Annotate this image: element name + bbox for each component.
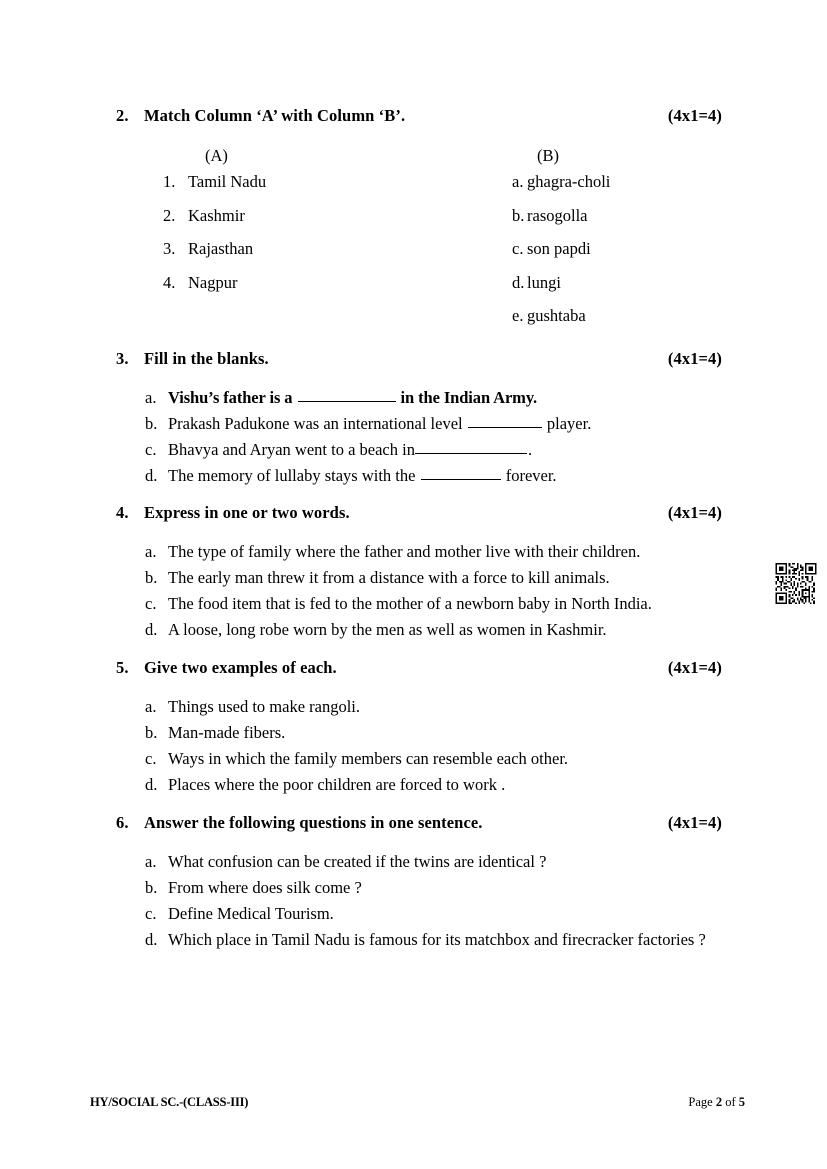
match-column-headers — [0, 146, 827, 170]
question-5-heading — [0, 658, 827, 678]
footer-page-total: 5 — [738, 1095, 745, 1109]
item-text — [168, 463, 735, 489]
match-row — [0, 204, 827, 238]
column-a-item-label: 4. — [163, 272, 176, 292]
blank-text-after: forever. — [501, 466, 557, 485]
question-3-heading — [0, 349, 827, 369]
question-block-5 — [0, 658, 827, 678]
column-a-item-label: 2. — [163, 205, 176, 225]
item-text: Define Medical Tourism. — [168, 904, 334, 923]
question-block-2 — [0, 106, 827, 126]
item-label: b. — [145, 878, 158, 897]
item-label: a. — [145, 542, 157, 561]
blank-text-before: The memory of lullaby stays with the — [168, 466, 420, 485]
item-label: a. — [145, 697, 157, 716]
match-row — [0, 271, 827, 305]
list-item — [0, 463, 827, 489]
column-b-item-text: lungi — [527, 272, 561, 292]
list-item — [0, 565, 827, 591]
blank-text-before: Vishu’s father is a — [168, 388, 297, 407]
column-b-item-label: d. — [512, 272, 525, 292]
item-text: Places where the poor children are forced to work . — [168, 775, 506, 794]
item-text: Things used to make rangoli. — [168, 697, 361, 716]
question-block-3 — [0, 349, 827, 369]
item-text — [168, 411, 735, 437]
answer-blank[interactable] — [421, 466, 501, 480]
column-b-item-label: c. — [512, 239, 524, 258]
question-5-number: 5. — [116, 658, 129, 677]
match-row — [0, 237, 827, 271]
blank-text-before: Bhavya and Aryan went to a beach in — [168, 440, 415, 459]
item-label: c. — [145, 749, 157, 768]
item-text: The early man threw it from a distance with a force to kill animals. — [168, 568, 610, 587]
column-a-header: (A) — [205, 146, 228, 165]
list-item — [0, 875, 827, 901]
list-item — [0, 927, 827, 953]
item-text: A loose, long robe worn by the men as well as women in Kashmir. — [168, 620, 607, 639]
question-3-title: Fill in the blanks. — [144, 349, 269, 368]
item-label: b. — [145, 414, 158, 433]
match-row — [0, 304, 827, 338]
list-item — [0, 411, 827, 437]
footer-page-prefix: Page — [688, 1095, 713, 1109]
list-item — [0, 849, 827, 875]
footer-page-indicator — [688, 1095, 745, 1110]
question-5-title: Give two examples of each. — [144, 658, 337, 677]
column-a-item-label: 1. — [163, 172, 176, 191]
question-4-items — [0, 539, 827, 643]
list-item — [0, 617, 827, 643]
list-item — [0, 746, 827, 772]
question-2-marks: (4x1=4) — [667, 106, 722, 125]
answer-blank[interactable] — [298, 388, 396, 402]
item-label: d. — [145, 775, 158, 794]
list-item — [0, 385, 827, 411]
list-item — [0, 720, 827, 746]
item-text: From where does silk come ? — [168, 878, 362, 897]
column-a-item-text: Tamil Nadu — [188, 172, 267, 191]
column-b-item-text: rasogolla — [527, 205, 588, 225]
column-b-item-text: gushtaba — [527, 306, 586, 325]
item-text — [168, 437, 735, 463]
column-b-header: (B) — [537, 146, 559, 165]
match-row — [0, 170, 827, 204]
answer-blank[interactable] — [468, 414, 542, 428]
question-6-marks: (4x1=4) — [667, 813, 722, 832]
question-4-heading — [0, 503, 827, 523]
question-4-title: Express in one or two words. — [144, 503, 350, 522]
column-a-item-text: Kashmir — [188, 205, 245, 225]
item-label: a. — [145, 388, 157, 407]
column-a-item-label: 3. — [163, 239, 176, 258]
item-label: c. — [145, 440, 157, 459]
question-5-items — [0, 694, 827, 798]
item-text: What confusion can be created if the twins are identical ? — [168, 852, 547, 871]
item-label: c. — [145, 904, 157, 923]
footer-subject: HY/SOCIAL SC.-(CLASS-III) — [90, 1095, 249, 1109]
blank-text-after: in the Indian Army. — [396, 388, 538, 407]
page-footer — [0, 1095, 827, 1117]
question-6-number: 6. — [116, 813, 129, 832]
item-text: The food item that is fed to the mother of a newborn baby in North India. — [168, 594, 652, 613]
item-text: Ways in which the family members can resemble each other. — [168, 749, 569, 768]
column-b-item-label: a. — [512, 172, 524, 191]
question-5-marks: (4x1=4) — [667, 658, 722, 677]
item-label: d. — [145, 466, 158, 485]
item-label: c. — [145, 594, 157, 613]
item-label: a. — [145, 852, 157, 871]
answer-blank[interactable] — [415, 440, 527, 454]
question-block-4 — [0, 503, 827, 523]
item-label: d. — [145, 930, 158, 949]
blank-text-before: Prakash Padukone was an international level — [168, 414, 467, 433]
question-6-title: Answer the following questions in one sentence. — [144, 813, 483, 832]
column-b-item-text: son papdi — [527, 239, 591, 258]
match-columns — [0, 146, 827, 338]
footer-page-middle: of — [725, 1095, 736, 1109]
item-label: b. — [145, 723, 158, 742]
column-b-item-text: ghagra-choli — [527, 172, 611, 191]
question-3-number: 3. — [116, 349, 129, 368]
question-4-number: 4. — [116, 503, 129, 522]
question-4-marks: (4x1=4) — [667, 503, 722, 522]
column-b-item-label: e. — [512, 306, 524, 325]
question-2-number: 2. — [116, 106, 129, 125]
column-a-item-text: Rajasthan — [188, 239, 254, 258]
list-item — [0, 591, 827, 617]
footer-page-number: 2 — [715, 1095, 723, 1109]
list-item — [0, 694, 827, 720]
question-6-heading — [0, 813, 827, 833]
column-b-item-label: b. — [512, 205, 525, 225]
question-2-heading — [0, 106, 827, 126]
question-block-6 — [0, 813, 827, 833]
list-item — [0, 901, 827, 927]
qr-code — [775, 563, 817, 604]
item-text: Man-made fibers. — [168, 723, 286, 742]
item-text: The type of family where the father and mother live with their children. — [168, 542, 641, 561]
question-2-title: Match Column ‘A’ with Column ‘B’. — [144, 106, 406, 125]
column-a-item-text: Nagpur — [188, 272, 238, 292]
item-label: d. — [145, 620, 158, 639]
item-text — [168, 385, 735, 411]
item-text: Which place in Tamil Nadu is famous for its matchbox and firecracker factories ? — [168, 930, 706, 949]
match-rows — [0, 170, 827, 338]
question-3-marks: (4x1=4) — [667, 349, 722, 368]
list-item — [0, 772, 827, 798]
blank-text-after: player. — [542, 414, 592, 433]
list-item — [0, 539, 827, 565]
list-item — [0, 437, 827, 463]
blank-text-after: . — [527, 440, 533, 459]
item-label: b. — [145, 568, 158, 587]
question-3-items — [0, 385, 827, 489]
question-6-items — [0, 849, 827, 953]
